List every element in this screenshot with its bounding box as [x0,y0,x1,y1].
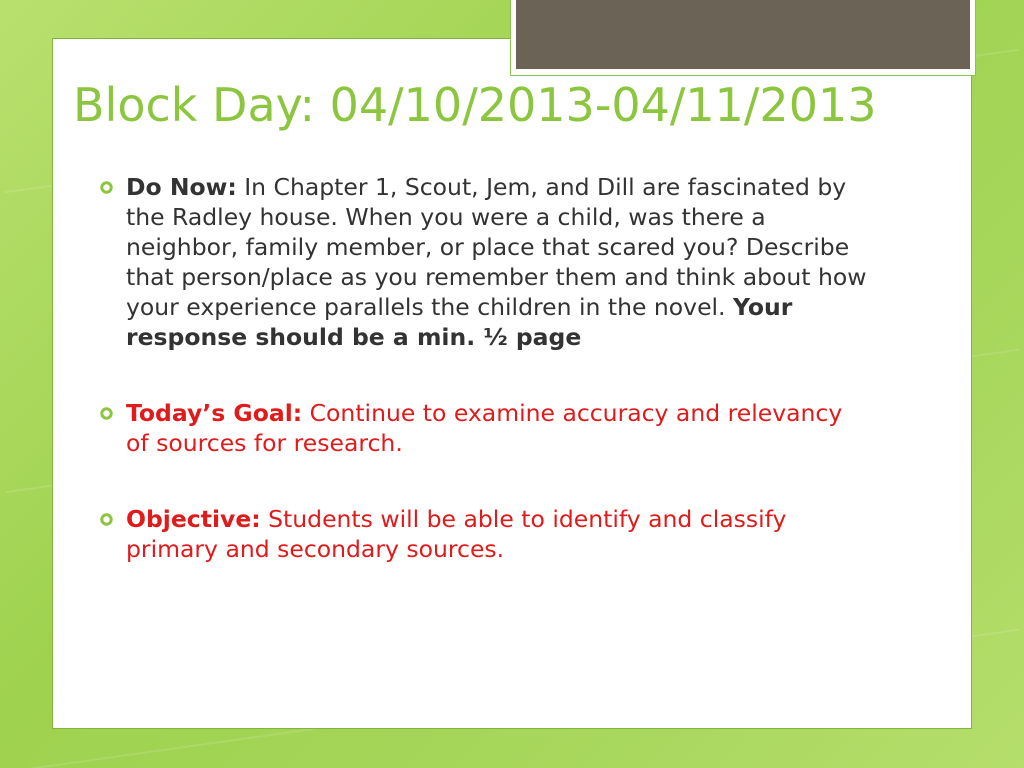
bullet-todays-goal [98,398,868,458]
slide-title: Block Day: 04/10/2013-04/11/2013 [73,78,877,132]
todays-goal-text: Continue to examine accuracy and relevancy of sources for research. [126,399,843,457]
todays-goal-label: Today’s Goal: [126,399,303,427]
ring-bullet-icon [100,181,113,194]
bullet-do-now [98,172,868,352]
accent-bar [516,0,970,69]
do-now-label: Do Now: [126,173,237,201]
objective-label: Objective: [126,505,261,533]
do-now-text: In Chapter 1, Scout, Jem, and Dill are fascinated by the Radley house. When you were a child, was there a neighbor, family member, or place that scared you? Describe that person/place as you remember them and think about how your experience parallels the children in the novel. [126,173,867,321]
bullet-objective [98,504,868,564]
ring-bullet-icon [100,513,113,526]
do-now-requirement: Your response should be a min. ½ page [126,293,793,351]
objective-text: Students will be able to identify and classify primary and secondary sources. [126,505,787,563]
bullet-list [98,172,868,564]
ring-bullet-icon [100,407,113,420]
